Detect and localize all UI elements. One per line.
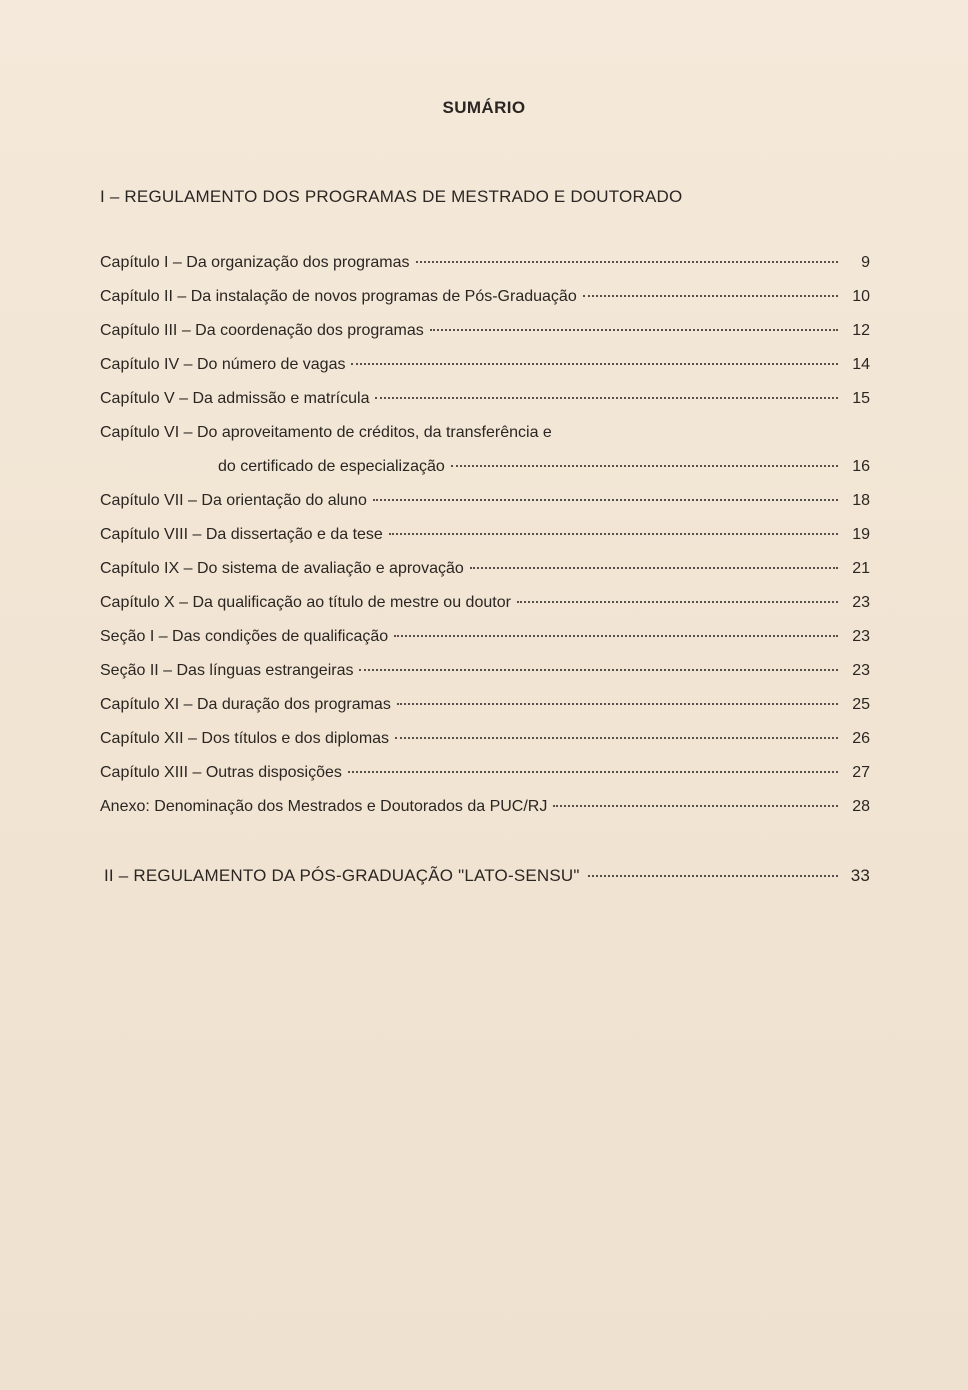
toc-entry <box>100 662 870 696</box>
toc-page-number: 15 <box>852 390 870 407</box>
toc-entry <box>100 730 870 764</box>
toc-page-number: 14 <box>852 356 870 373</box>
dot-leader <box>373 499 838 501</box>
dot-leader <box>430 329 838 331</box>
part-1-heading: I – REGULAMENTO DOS PROGRAMAS DE MESTRADO E DOUTORADO <box>100 187 683 206</box>
toc-page-number: 19 <box>852 526 870 543</box>
toc-page-number: 9 <box>861 254 870 271</box>
dot-leader <box>588 875 838 877</box>
toc-page-number: 28 <box>852 798 870 815</box>
dot-leader <box>553 805 838 807</box>
dot-leader <box>451 465 838 467</box>
toc-entry-label: Capítulo I – Da organização dos programas <box>100 254 410 271</box>
toc-entry-label: Capítulo III – Da coordenação dos programas <box>100 322 424 339</box>
toc-entry <box>100 492 870 526</box>
dot-leader <box>359 669 838 671</box>
toc-entry-label: Capítulo II – Da instalação de novos programas de Pós-Graduação <box>100 288 577 305</box>
toc-entry <box>100 254 870 288</box>
toc-entry <box>100 356 870 390</box>
toc-entry <box>100 696 870 730</box>
part-2-heading: II – REGULAMENTO DA PÓS-GRADUAÇÃO "LATO-SENSU" <box>104 866 580 885</box>
toc-entry-label: Capítulo XIII – Outras disposições <box>100 764 342 781</box>
toc-page-number: 18 <box>852 492 870 509</box>
dot-leader <box>397 703 838 705</box>
toc-entry-label: Capítulo XII – Dos títulos e dos diplomas <box>100 730 390 747</box>
toc-page-number: 27 <box>852 764 870 781</box>
toc-entry <box>100 526 870 560</box>
part-2-page-number: 33 <box>850 866 870 885</box>
toc-entry-label: Capítulo V – Da admissão e matrícula <box>100 390 370 407</box>
toc-entry <box>100 288 870 322</box>
toc-page-number: 26 <box>852 730 870 747</box>
page-title: SUMÁRIO <box>442 98 526 118</box>
toc-entry-label: Capítulo VI – Do aproveitamento de créditos, da transferência e <box>100 424 552 441</box>
dot-leader <box>351 363 838 365</box>
dot-leader <box>395 737 838 739</box>
toc-entry <box>100 798 870 832</box>
toc-page-number: 23 <box>852 662 870 679</box>
toc-entry-label: Capítulo IV – Do número de vagas <box>100 356 346 373</box>
toc-entry-label: Capítulo IX – Do sistema de avaliação e aprovação <box>100 560 464 577</box>
toc-entry <box>100 560 870 594</box>
toc-page-number: 21 <box>852 560 870 577</box>
dot-leader <box>389 533 838 535</box>
toc-entry-label: Anexo: Denominação dos Mestrados e Doutorados da PUC/RJ <box>100 798 548 815</box>
toc-page-number: 23 <box>852 628 870 645</box>
toc-entry-label: Capítulo X – Da qualificação ao título de mestre ou doutor <box>100 594 511 611</box>
toc-entry-label: Capítulo XI – Da duração dos programas <box>100 696 391 713</box>
dot-leader <box>583 295 838 297</box>
toc-page-number: 10 <box>852 288 870 305</box>
toc-page-number: 16 <box>852 458 870 475</box>
toc-entry <box>100 764 870 798</box>
toc-entry-wrapped-line <box>100 424 870 458</box>
dot-leader <box>470 567 838 569</box>
toc-entry <box>100 390 870 424</box>
toc-page-number: 12 <box>852 322 870 339</box>
dot-leader <box>416 261 838 263</box>
toc-entry-label: Capítulo VII – Da orientação do aluno <box>100 492 367 509</box>
dot-leader <box>348 771 838 773</box>
toc-entry-label: Seção II – Das línguas estrangeiras <box>100 662 354 679</box>
dot-leader <box>394 635 838 637</box>
part-2-entry <box>104 866 870 886</box>
toc-entry <box>100 322 870 356</box>
dot-leader <box>517 601 838 603</box>
toc-entry-label: Seção I – Das condições de qualificação <box>100 628 389 645</box>
toc-entry <box>100 628 870 662</box>
table-of-contents <box>100 254 870 832</box>
dot-leader <box>375 397 838 399</box>
toc-page-number: 23 <box>852 594 870 611</box>
toc-entry-continuation <box>100 458 870 492</box>
toc-entry-label: do certificado de especialização <box>218 458 445 475</box>
toc-entry <box>100 594 870 628</box>
toc-page-number: 25 <box>852 696 870 713</box>
toc-entry-label: Capítulo VIII – Da dissertação e da tese <box>100 526 383 543</box>
